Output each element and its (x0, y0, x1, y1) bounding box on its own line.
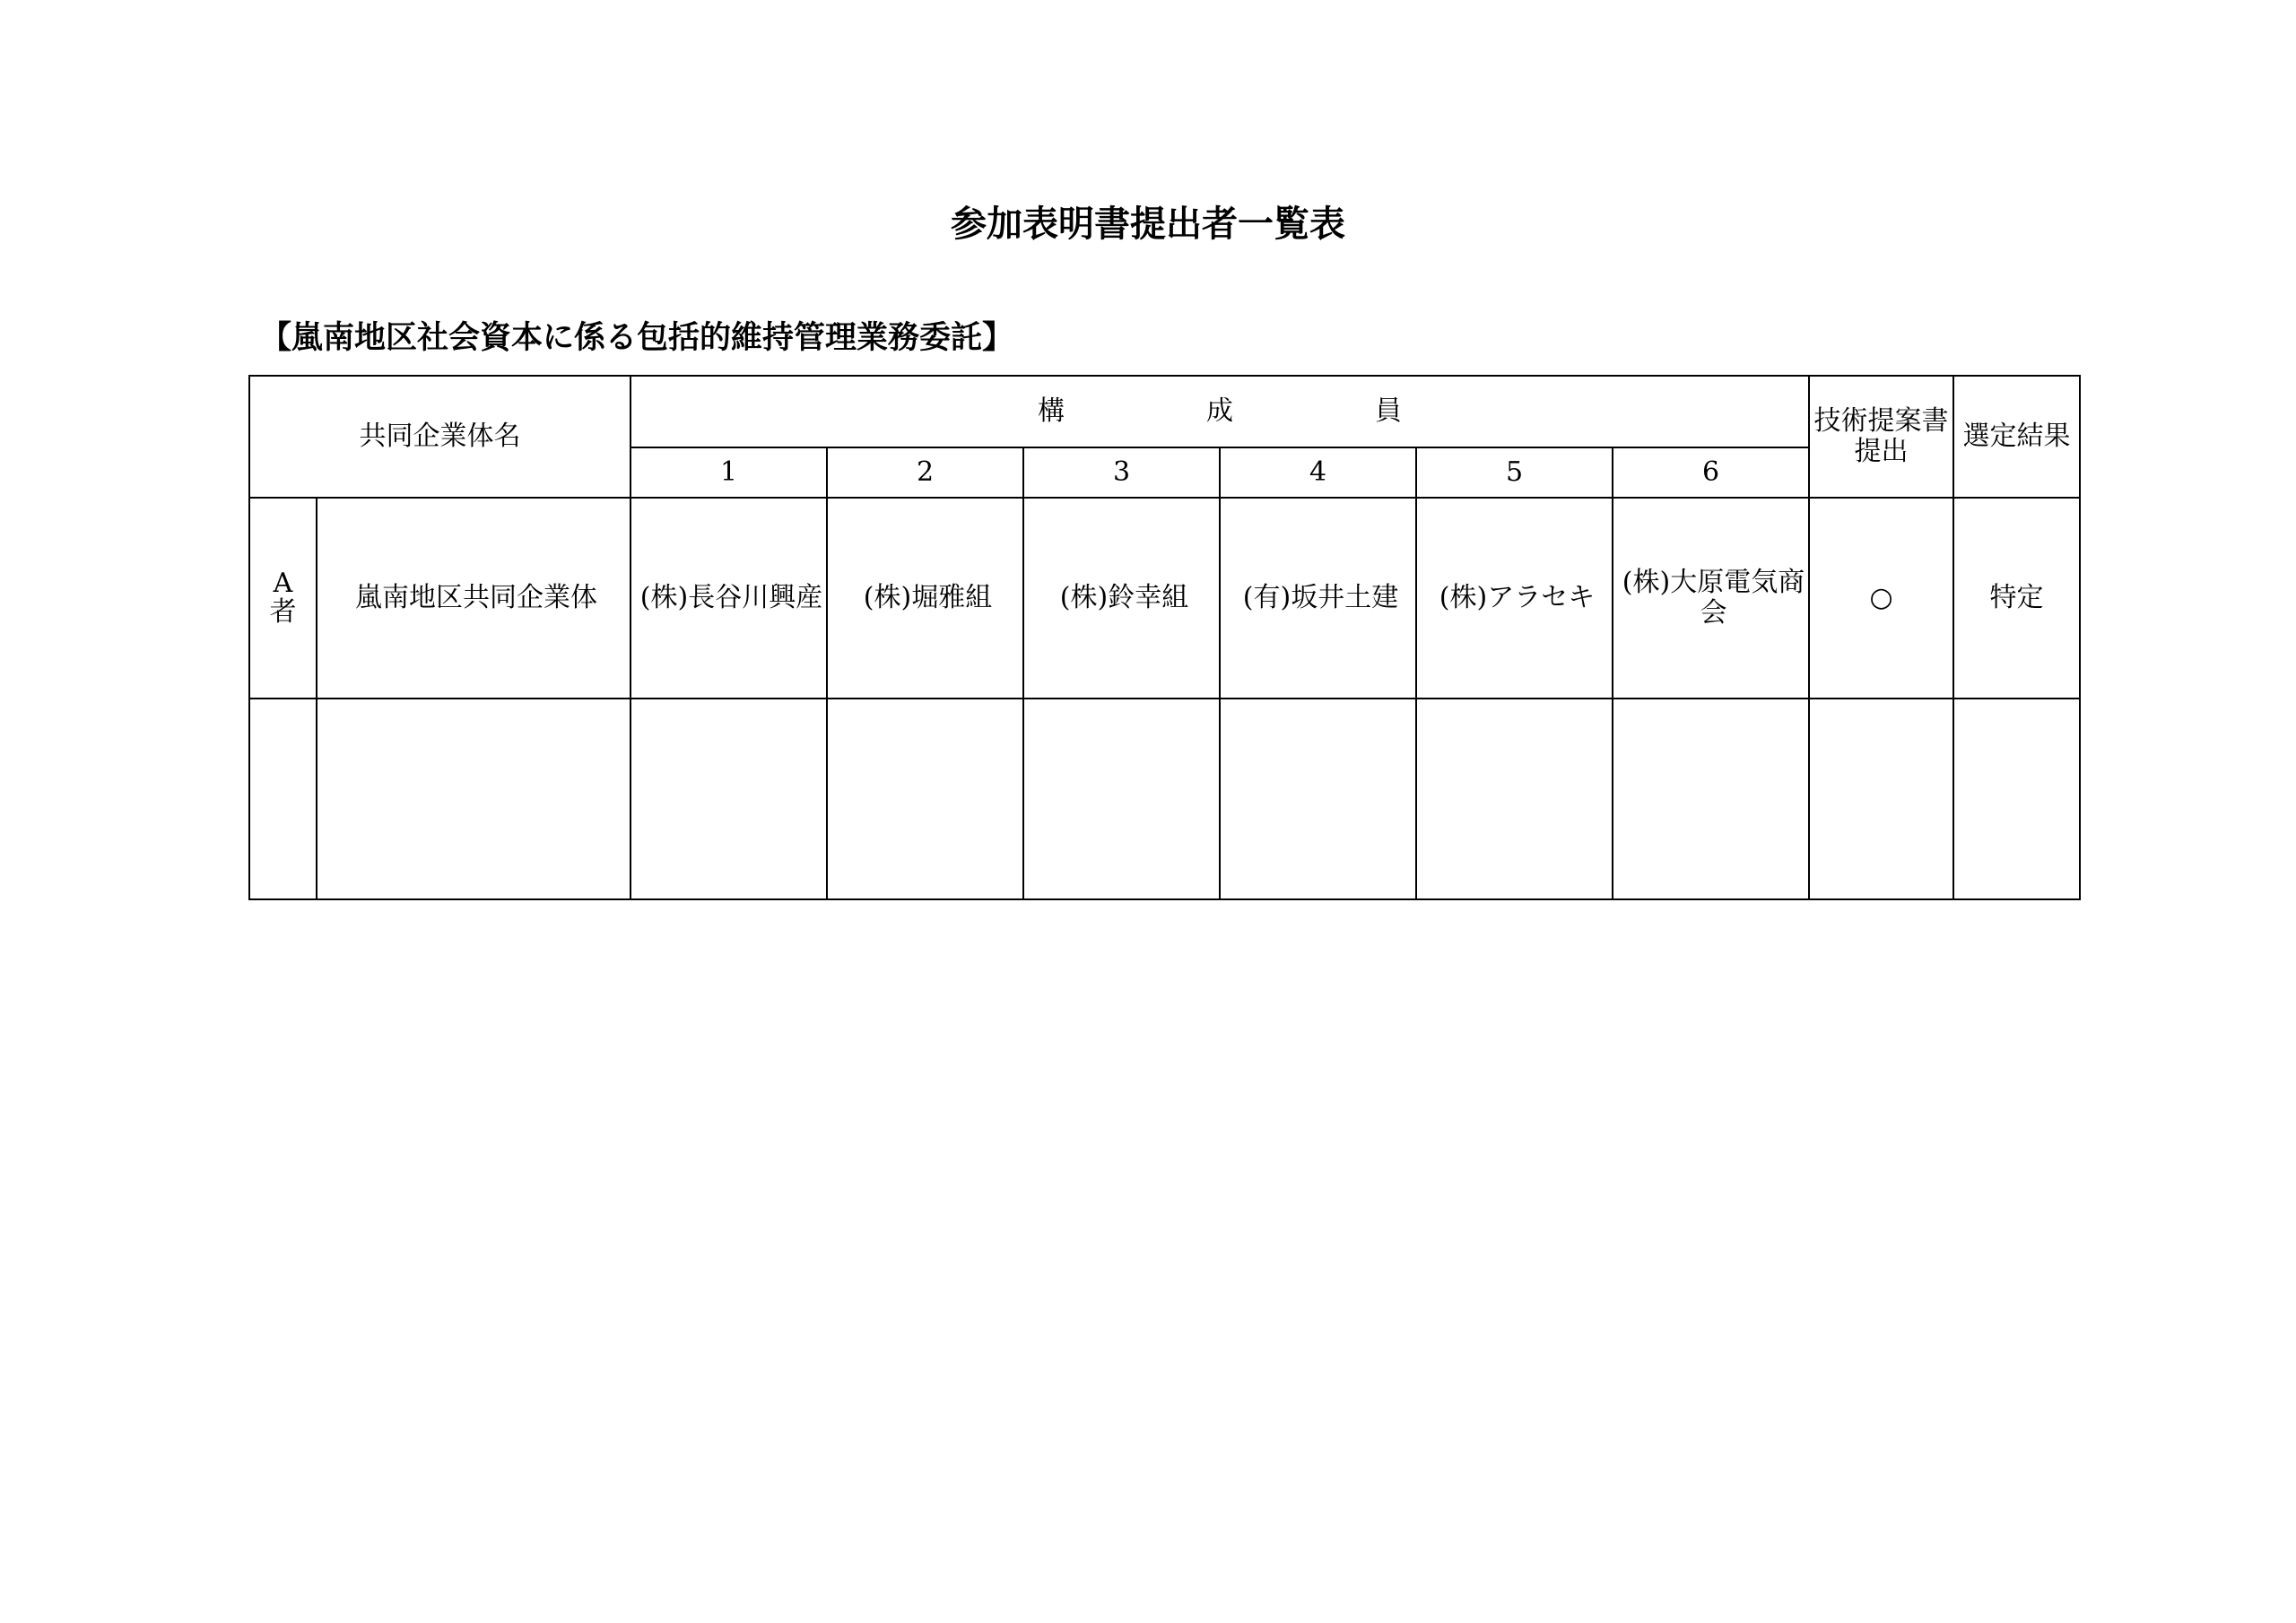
member-cell (631, 699, 827, 899)
member-cell (1416, 699, 1613, 899)
header-member-number: 6 (1613, 447, 1809, 498)
member-cell (827, 699, 1023, 899)
row-label (249, 498, 317, 699)
project-subtitle: 【嵐南地区社会資本に係る包括的維持管理業務委託】 (260, 320, 1014, 356)
member-cell: (株)堀雅組 (827, 498, 1023, 699)
member-cell: (株)長谷川興産 (631, 498, 827, 699)
member-cell: (株)アラセキ (1416, 498, 1613, 699)
header-member-number: 1 (631, 447, 827, 498)
header-member-number: 4 (1220, 447, 1416, 498)
member-cell (1220, 699, 1416, 899)
member-cell: (株)大原電気商会 (1613, 498, 1809, 699)
member-cell (1613, 699, 1809, 899)
row-label-text: A者 (269, 567, 297, 628)
header-member-number: 3 (1023, 447, 1220, 498)
member-cell (1023, 699, 1220, 899)
page-title: 参加表明書提出者一覧表 (951, 204, 1345, 245)
participants-table (248, 375, 2081, 900)
selection-result-cell: 特定 (1953, 498, 2080, 699)
member-cell: (有)坂井土建 (1220, 498, 1416, 699)
header-members: 構 成 員 (631, 376, 1809, 447)
technical-proposal-cell: ○ (1809, 498, 1953, 699)
selection-result-cell (1953, 699, 2080, 899)
member-cell: (株)鈴幸組 (1023, 498, 1220, 699)
header-member-number: 5 (1416, 447, 1613, 498)
header-selection-result: 選定結果 (1953, 376, 2080, 498)
jv-name-cell: 嵐南地区共同企業体 (317, 498, 631, 699)
row-label (249, 699, 317, 899)
technical-proposal-cell (1809, 699, 1953, 899)
header-row (249, 376, 2080, 447)
table-row (249, 498, 2080, 699)
table-row (249, 699, 2080, 899)
header-technical-proposal: 技術提案書提出 (1809, 376, 1953, 498)
header-jv-name: 共同企業体名 (249, 376, 631, 498)
header-member-number: 2 (827, 447, 1023, 498)
jv-name-cell (317, 699, 631, 899)
